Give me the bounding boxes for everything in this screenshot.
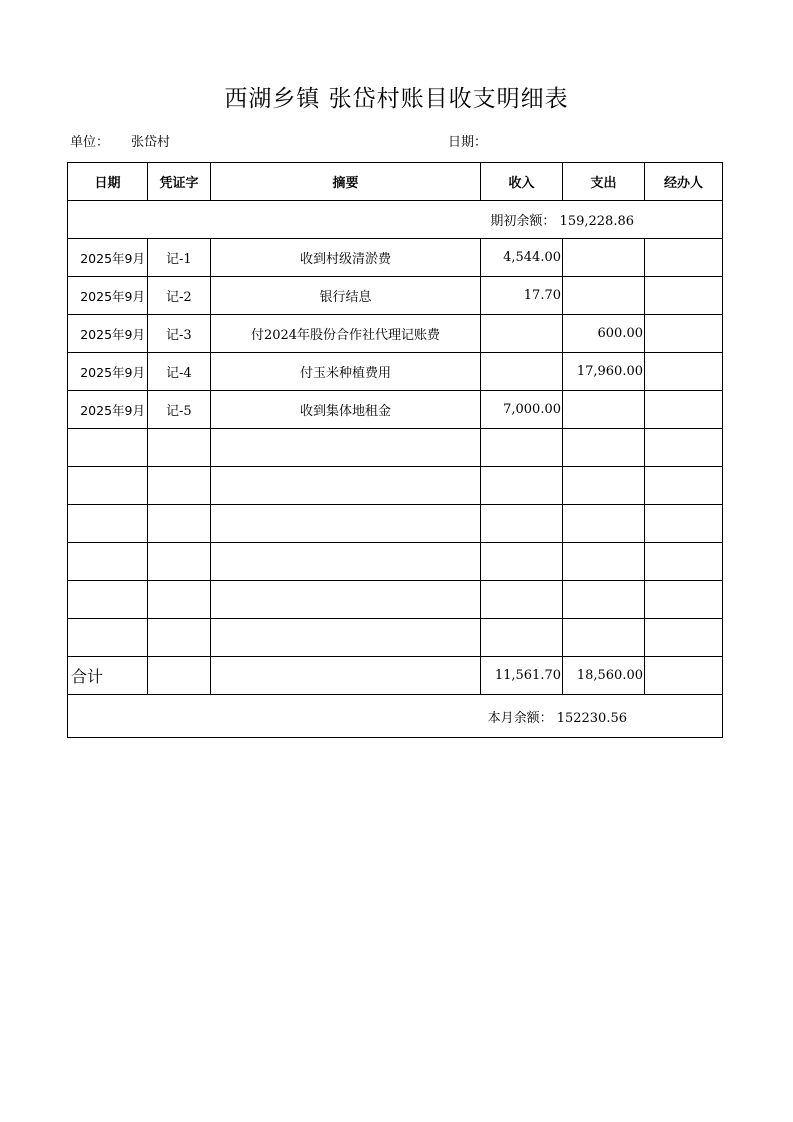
cell-voucher: 记-2 <box>148 277 211 315</box>
ledger-table <box>67 162 723 738</box>
empty-row <box>68 581 723 619</box>
empty-row <box>68 505 723 543</box>
empty-cell <box>68 505 148 543</box>
cell-summary: 银行结息 <box>211 277 481 315</box>
column-header-summary: 摘要 <box>211 163 481 201</box>
cell-summary: 收到集体地租金 <box>211 391 481 429</box>
empty-cell <box>481 467 563 505</box>
empty-cell <box>148 543 211 581</box>
empty-cell <box>481 429 563 467</box>
empty-cell <box>211 619 481 657</box>
empty-cell <box>68 467 148 505</box>
page-title: 西湖乡镇 张岱村账目收支明细表 <box>224 86 569 112</box>
cell-date: 2025年9月 <box>68 353 148 391</box>
empty-cell <box>148 429 211 467</box>
cell-voucher: 记-4 <box>148 353 211 391</box>
cell-handler <box>645 391 723 429</box>
table-row <box>68 239 723 277</box>
empty-cell <box>148 581 211 619</box>
cell-expense <box>563 277 645 315</box>
date-field <box>448 131 487 150</box>
cell-summary: 付2024年股份合作社代理记账费 <box>211 315 481 353</box>
empty-cell <box>645 467 723 505</box>
empty-cell <box>148 619 211 657</box>
empty-row <box>68 429 723 467</box>
cell-handler <box>645 239 723 277</box>
empty-cell <box>148 657 211 695</box>
opening-balance-row <box>68 201 723 239</box>
cell-income <box>481 315 563 353</box>
totals-label: 合计 <box>68 657 148 695</box>
opening-balance: 期初余额： 159,228.86 <box>68 201 723 239</box>
table-row <box>68 315 723 353</box>
total-income: 11,561.70 <box>481 657 563 695</box>
column-header-date: 日期 <box>68 163 148 201</box>
empty-cell <box>563 619 645 657</box>
unit-field <box>70 131 170 150</box>
cell-handler <box>645 353 723 391</box>
empty-cell <box>645 619 723 657</box>
cell-expense: 600.00 <box>563 315 645 353</box>
empty-cell <box>481 581 563 619</box>
total-expense: 18,560.00 <box>563 657 645 695</box>
empty-cell <box>645 657 723 695</box>
empty-cell <box>68 429 148 467</box>
cell-expense <box>563 239 645 277</box>
table-row <box>68 391 723 429</box>
empty-cell <box>563 467 645 505</box>
empty-row <box>68 467 723 505</box>
column-header-expense: 支出 <box>563 163 645 201</box>
empty-cell <box>68 543 148 581</box>
cell-expense: 17,960.00 <box>563 353 645 391</box>
table-row <box>68 277 723 315</box>
cell-income: 17.70 <box>481 277 563 315</box>
table-row <box>68 353 723 391</box>
cell-voucher: 记-3 <box>148 315 211 353</box>
empty-row <box>68 543 723 581</box>
empty-cell <box>68 581 148 619</box>
empty-cell <box>148 505 211 543</box>
cell-income: 4,544.00 <box>481 239 563 277</box>
empty-cell <box>481 619 563 657</box>
cell-date: 2025年9月 <box>68 277 148 315</box>
column-header-income: 收入 <box>481 163 563 201</box>
unit-label: 单位： <box>70 135 110 150</box>
empty-cell <box>211 467 481 505</box>
cell-date: 2025年9月 <box>68 239 148 277</box>
cell-voucher: 记-5 <box>148 391 211 429</box>
empty-cell <box>68 619 148 657</box>
empty-cell <box>481 505 563 543</box>
cell-income <box>481 353 563 391</box>
closing-balance: 本月余额： 152230.56 <box>68 695 723 738</box>
empty-cell <box>481 543 563 581</box>
empty-cell <box>645 505 723 543</box>
empty-cell <box>211 657 481 695</box>
empty-cell <box>645 429 723 467</box>
empty-cell <box>211 543 481 581</box>
empty-cell <box>563 505 645 543</box>
cell-expense <box>563 391 645 429</box>
closing-balance-row <box>68 695 723 738</box>
column-header-voucher: 凭证字 <box>148 163 211 201</box>
cell-voucher: 记-1 <box>148 239 211 277</box>
unit-value: 张岱村 <box>131 135 171 150</box>
header-row <box>68 163 723 201</box>
totals-row <box>68 657 723 695</box>
empty-row <box>68 619 723 657</box>
empty-cell <box>563 543 645 581</box>
empty-cell <box>563 429 645 467</box>
empty-cell <box>211 505 481 543</box>
cell-date: 2025年9月 <box>68 315 148 353</box>
empty-cell <box>645 581 723 619</box>
column-header-handler: 经办人 <box>645 163 723 201</box>
date-label: 日期： <box>448 135 488 150</box>
cell-summary: 付玉米种植费用 <box>211 353 481 391</box>
cell-handler <box>645 277 723 315</box>
empty-cell <box>563 581 645 619</box>
cell-summary: 收到村级清淤费 <box>211 239 481 277</box>
empty-cell <box>148 467 211 505</box>
cell-handler <box>645 315 723 353</box>
empty-cell <box>211 581 481 619</box>
empty-cell <box>645 543 723 581</box>
empty-cell <box>211 429 481 467</box>
cell-date: 2025年9月 <box>68 391 148 429</box>
cell-income: 7,000.00 <box>481 391 563 429</box>
